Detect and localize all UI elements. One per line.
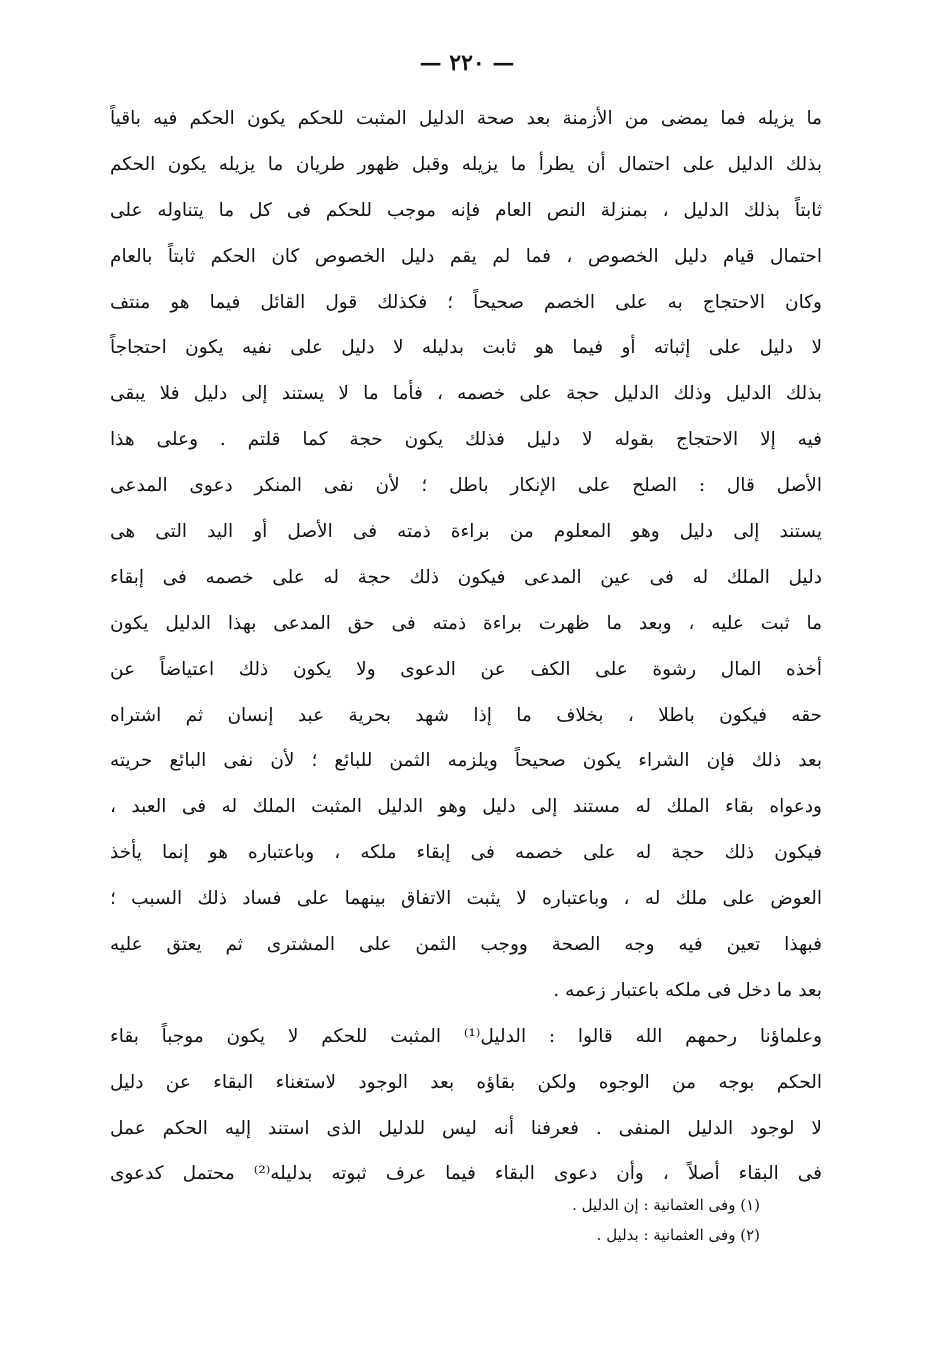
text-line-2: بذلك الدليل على احتمال أن يطرأ ما يزيله وقبل ظهور طريان ما يزيله يكون الحكم (110, 153, 822, 175)
text-line-20: بعد ما دخل فى ملكه باعتبار زعمه . (553, 979, 822, 1001)
text-line-8: فيه إلا الاحتجاج بقوله لا دليل فذلك يكون حجة كما قلتم . وعلى هذا (110, 429, 822, 451)
text-line-14: حقه فيكون باطلا ، بخلاف ما إذا شهد بحرية عبد إنسان ثم اشتراه (110, 704, 822, 726)
text-line-3: ثابتاً بذلك الدليل ، بمنزلة النص العام فإنه موجب للحكم فى كل ما يتناوله على (110, 199, 822, 221)
text-line-1: ما يزيله فما يمضى من الأزمنة بعد صحة الدليل المثبت للحكم يكون الحكم فيه باقياً (110, 108, 822, 129)
main-text (110, 96, 822, 1197)
text-line-23: لا لوجود الدليل المنفى . فعرفنا أنه ليس للدليل الذى استند إليه الحكم عمل (110, 1117, 822, 1139)
text-line-10: يستند إلى دليل وهو المعلوم من براءة ذمته فى الأصل أو اليد التى هى (110, 521, 822, 543)
text-line-19: فبهذا تعين فيه وجه الصحة ووجب الثمن على المشترى ثم يعتق عليه (110, 934, 822, 956)
text-line-21: وعلماؤنا رحمهم الله قالوا : الدليل⁽¹⁾ المثبت للحكم لا يكون موجباً بقاء (110, 1025, 822, 1047)
text-line-7: بذلك الدليل وذلك الدليل حجة على خصمه ، فأما ما لا يستند إلى دليل فلا يبقى (110, 383, 822, 405)
text-line-6: لا دليل على إثباته أو فيما هو ثابت بدليله لا دليل على نفيه يكون احتجاجاً (110, 337, 822, 359)
text-line-11: دليل الملك له فى عين المدعى فيكون ذلك حجة له على خصمه فى إبقاء (110, 566, 822, 588)
footnote-1: (١) وفى العثمانية : إن الدليل . (572, 1196, 760, 1214)
text-line-12: ما ثبت عليه ، وبعد ما ظهرت براءة ذمته فى حق المدعى بهذا الدليل يكون (110, 612, 822, 634)
text-line-17: فيكون ذلك حجة له على خصمه فى إبقاء ملكه ، وباعتباره هو إنما يأخذ (110, 842, 822, 864)
text-line-16: ودعواه بقاء الملك له مستند إلى دليل وهو الدليل المثبت الملك له فى العبد ، (110, 796, 822, 818)
text-line-4: احتمال قيام دليل الخصوص ، فما لم يقم دليل الخصوص كان الحكم ثابتاً بالعام (110, 245, 822, 267)
text-line-22: الحكم بوجه من الوجوه ولكن بقاؤه بعد الوجود لاستغناء البقاء عن دليل (110, 1071, 822, 1093)
text-line-15: بعد ذلك فإن الشراء يكون صحيحاً ويلزمه الثمن للبائع ؛ لأن نفى البائع حريته (110, 750, 822, 772)
text-line-9: الأصل قال : الصلح على الإنكار باطل ؛ لأن نفى المنكر دعوى المدعى (110, 475, 822, 497)
page-number: — ٢٢٠ — (419, 50, 515, 76)
footnotes (110, 1190, 760, 1250)
footnote-2: (٢) وفى العثمانية : بدليل . (596, 1226, 760, 1244)
text-line-5: وكان الاحتجاج به على الخصم صحيحاً ؛ فكذلك قول القائل فيما هو منتف (110, 291, 822, 313)
text-line-18: العوض على ملك له ، وباعتباره لا يثبت الاتفاق بينهما على فساد ذلك السبب ؛ (110, 888, 822, 910)
text-line-24: فى البقاء أصلاً ، وأن دعوى البقاء فيما عرف ثبوته بدليله⁽²⁾ محتمل كدعوى (110, 1163, 822, 1185)
text-line-13: أخذه المال رشوة على الكف عن الدعوى ولا يكون ذلك اعتياضاً عن (110, 658, 822, 680)
